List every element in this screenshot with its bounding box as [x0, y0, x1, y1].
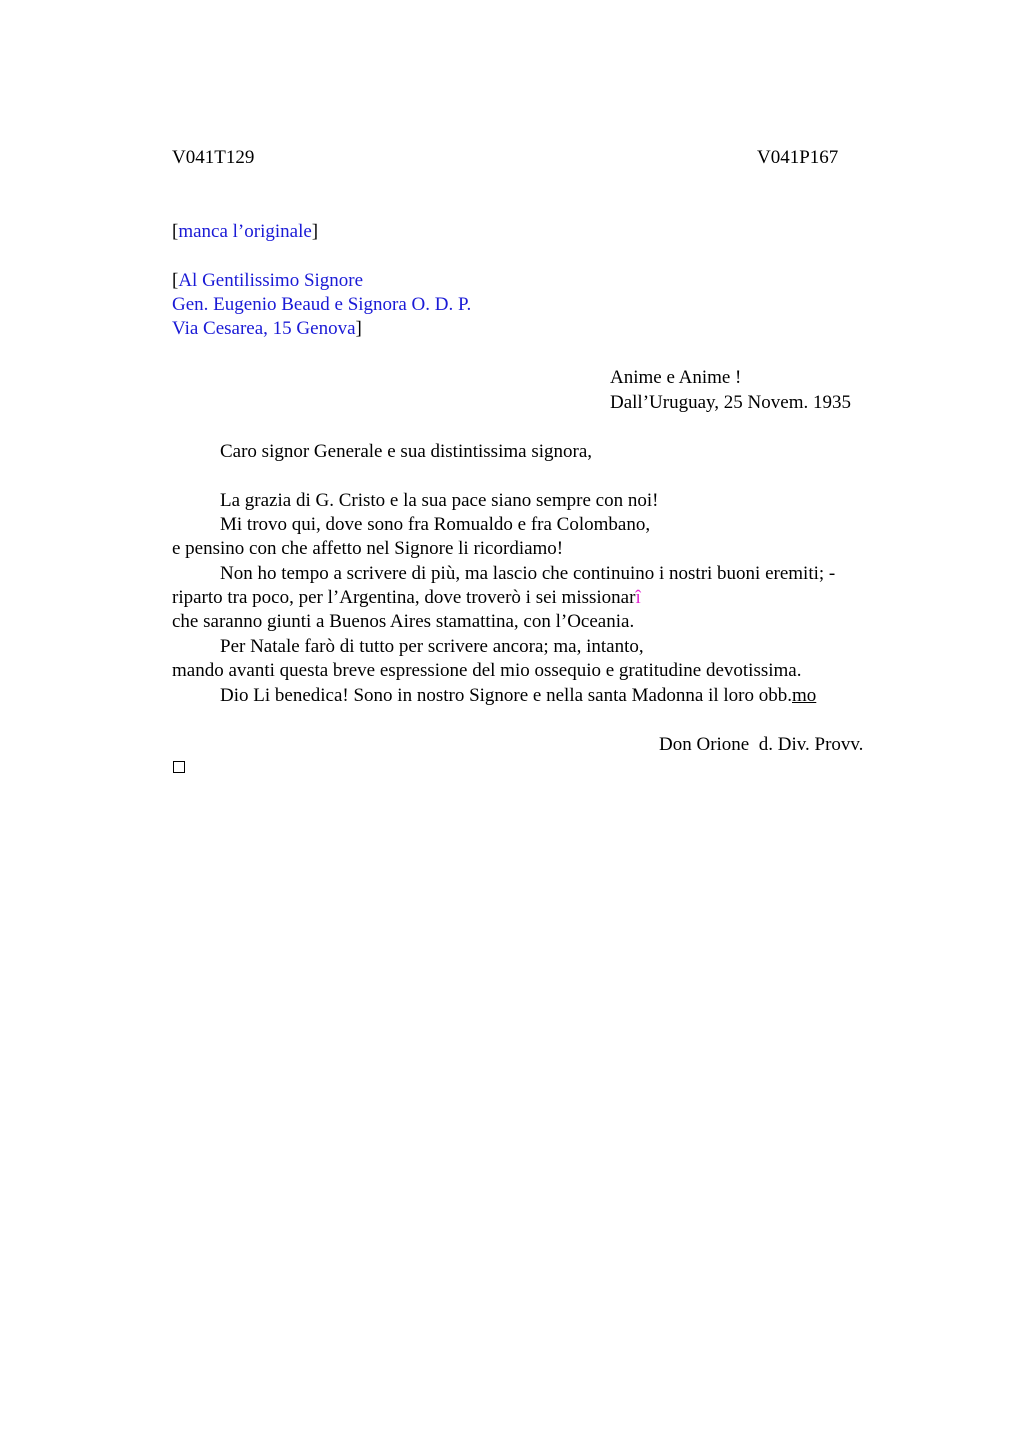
body-line: [172, 586, 641, 610]
editorial-mark: î: [635, 587, 641, 608]
body-line: Non ho tempo a scrivere di più, ma lascio che continuino i nostri buoni eremiti; -: [220, 563, 836, 584]
abbreviation-suffix: mo: [792, 685, 817, 706]
salutation: Caro signor Generale e sua distintissima signora,: [220, 441, 593, 462]
body-line: e pensino con che affetto nel Signore li ricordiamo!: [172, 538, 564, 559]
archival-note: [172, 220, 318, 244]
note-open-bracket: [: [172, 221, 179, 242]
end-marker-square-icon: [173, 761, 185, 773]
doc-code-left: V041T129: [172, 147, 255, 168]
signature: Don Orione d. Div. Provv.: [659, 734, 864, 755]
address-recipient: Al Gentilissimo Signore: [178, 270, 364, 291]
body-line: La grazia di G. Cristo e la sua pace siano sempre con noi!: [220, 490, 659, 511]
body-text: riparto tra poco, per l’Argentina, dove troverò i sei missionar: [172, 587, 636, 608]
body-line: [220, 684, 816, 708]
motto: Anime e Anime !: [610, 367, 742, 388]
address-line-2: Gen. Eugenio Beaud e Signora O. D. P.: [172, 294, 472, 315]
address-line-3: [172, 317, 362, 341]
body-text: Dio Li benedica! Sono in nostro Signore e nella santa Madonna il loro obb.: [220, 685, 792, 706]
body-line: Per Natale farò di tutto per scrivere ancora; ma, intanto,: [220, 636, 644, 657]
note-text: manca l’originale: [178, 221, 312, 242]
place-date: Dall’Uruguay, 25 Novem. 1935: [610, 392, 851, 413]
note-close-bracket: ]: [311, 221, 319, 242]
address-line-1: [172, 269, 363, 293]
address-open-bracket: [: [172, 270, 179, 291]
address-close-bracket: ]: [355, 318, 362, 339]
body-line: Mi trovo qui, dove sono fra Romualdo e fra Colombano,: [220, 514, 651, 535]
body-line: che saranno giunti a Buenos Aires stamattina, con l’Oceania.: [172, 611, 635, 632]
body-line: mando avanti questa breve espressione del mio ossequio e gratitudine devotissima.: [172, 660, 802, 681]
doc-code-right: V041P167: [757, 147, 839, 168]
address-street: Via Cesarea, 15 Genova: [172, 318, 356, 339]
